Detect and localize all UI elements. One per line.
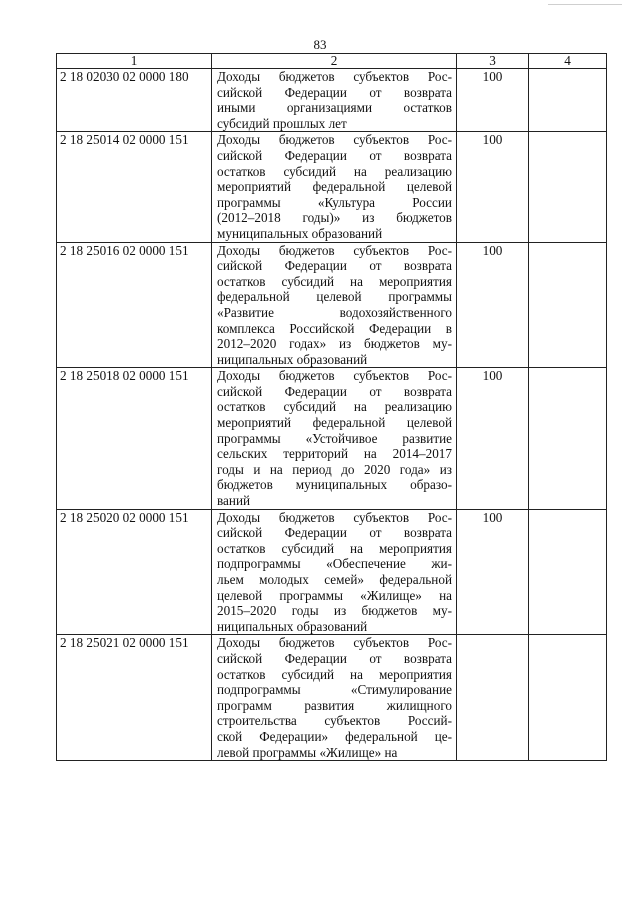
description-line: сельских территорий на 2014–2017 [217, 446, 452, 462]
description-line: сийской Федерации от возврата [217, 84, 452, 100]
description-line: подпрограммы «Стимулирование [217, 682, 452, 698]
budget-code: 2 18 25016 02 0000 151 [57, 242, 212, 368]
description-line: «Развитие водохозяйственного [217, 304, 452, 320]
table-row [57, 132, 607, 242]
budget-code: 2 18 02030 02 0000 180 [57, 69, 212, 132]
description-line: иными организациями остатков [217, 100, 452, 116]
table-row [57, 242, 607, 368]
table-row [57, 509, 607, 635]
description-line: ваний [217, 493, 251, 509]
col4-cell [529, 635, 607, 761]
header-row [57, 54, 607, 69]
table-row [57, 69, 607, 132]
description-line: Доходы бюджетов субъектов Рос- [217, 132, 452, 148]
income-description [212, 242, 457, 368]
header-col-3: 3 [457, 54, 529, 69]
description-line: целевой программы «Жилище» на [217, 587, 452, 603]
header-col-1: 1 [57, 54, 212, 69]
page-number: 83 [313, 37, 327, 52]
description-line: ской Федерации» федеральной це- [217, 728, 452, 744]
description-line: сийской Федерации от возврата [217, 258, 452, 274]
col4-cell [529, 509, 607, 635]
description-line: мероприятий федеральной целевой [217, 415, 452, 431]
description-line: федеральной целевой программы [217, 289, 452, 305]
budget-table [56, 53, 607, 761]
income-description [212, 368, 457, 509]
description-line: Доходы бюджетов субъектов Рос- [217, 509, 452, 525]
amount-cell: 100 [457, 368, 529, 509]
amount-cell: 100 [457, 132, 529, 242]
scan-edge-line [548, 4, 622, 5]
amount-cell: 100 [457, 242, 529, 368]
description-line: строительства субъектов Россий- [217, 713, 452, 729]
description-line: субсидий прошлых лет [217, 115, 347, 131]
description-line: остатков субсидий на реализацию [217, 163, 452, 179]
description-line: сийской Федерации от возврата [217, 525, 452, 541]
income-description [212, 509, 457, 635]
description-line: остатков субсидий на мероприятия [217, 540, 452, 556]
description-line: Доходы бюджетов субъектов Рос- [217, 242, 452, 258]
description-line: годы и на период до 2020 года» из [217, 461, 452, 477]
income-description [212, 635, 457, 761]
description-line: левой программы «Жилище» на [217, 744, 398, 760]
header-col-2: 2 [212, 54, 457, 69]
description-line: остатков субсидий на реализацию [217, 399, 452, 415]
description-line: остатков субсидий на мероприятия [217, 273, 452, 289]
description-line: сийской Федерации от возврата [217, 147, 452, 163]
description-line: мероприятий федеральной целевой [217, 179, 452, 195]
budget-code: 2 18 25021 02 0000 151 [57, 635, 212, 761]
table-row [57, 368, 607, 509]
amount-cell: 100 [457, 69, 529, 132]
description-line: подпрограммы «Обеспечение жи- [217, 556, 452, 572]
description-line: (2012–2018 годы)» из бюджетов [217, 210, 452, 226]
col4-cell [529, 69, 607, 132]
description-line: ниципальных образований [217, 618, 368, 634]
description-line: льем молодых семей» федеральной [217, 572, 452, 587]
income-description [212, 69, 457, 132]
description-line: Доходы бюджетов субъектов Рос- [217, 368, 452, 384]
description-line: 2012–2020 годах» из бюджетов му- [217, 336, 452, 352]
description-line: бюджетов муниципальных образо- [217, 477, 452, 493]
table-row [57, 635, 607, 761]
col4-cell [529, 132, 607, 242]
description-line: сийской Федерации от возврата [217, 383, 452, 399]
amount-cell: 100 [457, 509, 529, 635]
description-line: сийской Федерации от возврата [217, 650, 452, 666]
income-description [212, 132, 457, 242]
description-line: 2015–2020 годы из бюджетов му- [217, 603, 452, 619]
budget-code: 2 18 25018 02 0000 151 [57, 368, 212, 509]
description-line: программы «Устойчивое развитие [217, 430, 452, 446]
description-line: остатков субсидий на мероприятия [217, 666, 452, 682]
col4-cell [529, 368, 607, 509]
header-col-4: 4 [529, 54, 607, 69]
description-line: комплекса Российской Федерации в [217, 320, 452, 336]
amount-cell [457, 635, 529, 761]
budget-code: 2 18 25014 02 0000 151 [57, 132, 212, 242]
description-line: программы «Культура России [217, 194, 452, 210]
col4-cell [529, 242, 607, 368]
budget-code: 2 18 25020 02 0000 151 [57, 509, 212, 635]
table-body [57, 69, 607, 761]
description-line: программ развития жилищного [217, 697, 452, 713]
description-line: муниципальных образований [217, 225, 383, 241]
description-line: ниципальных образований [217, 351, 368, 367]
description-line: Доходы бюджетов субъектов Рос- [217, 69, 452, 84]
description-line: Доходы бюджетов субъектов Рос- [217, 635, 452, 651]
